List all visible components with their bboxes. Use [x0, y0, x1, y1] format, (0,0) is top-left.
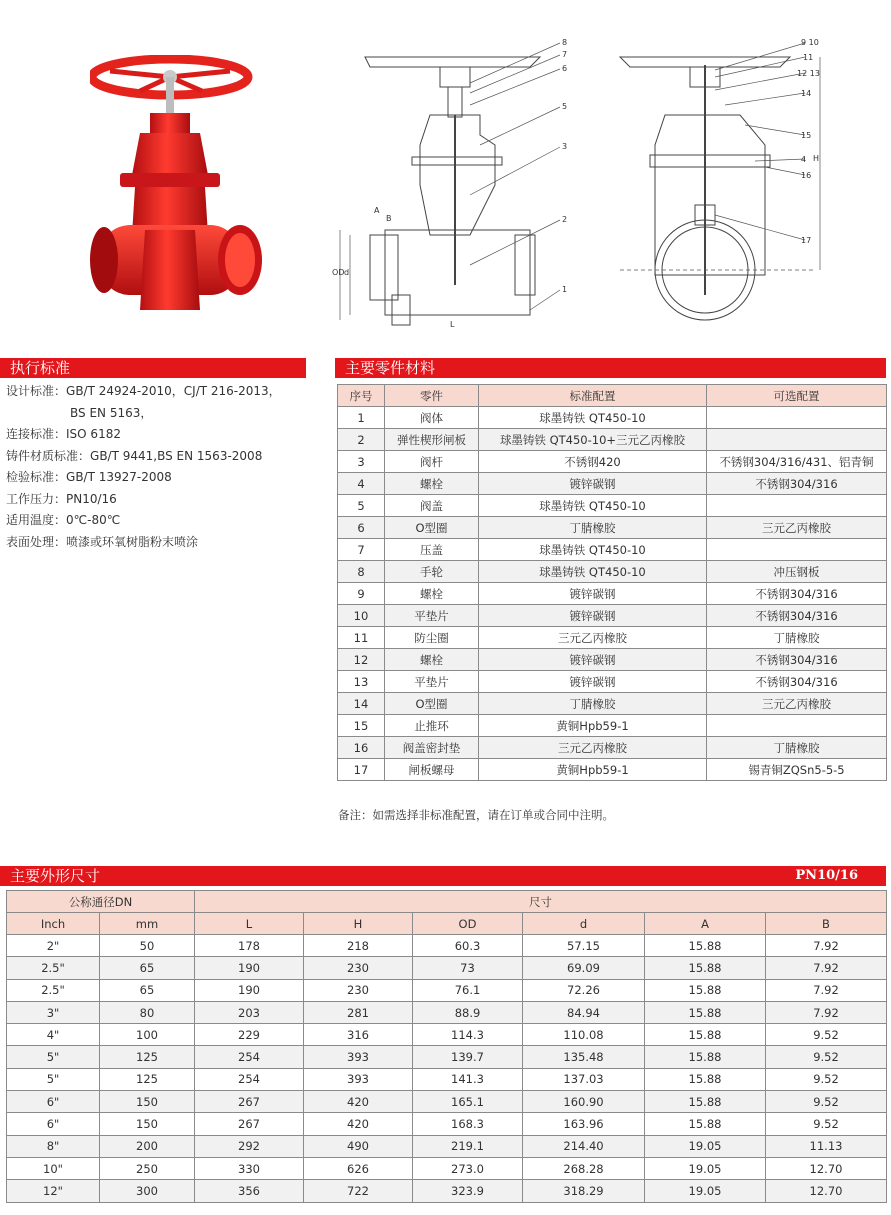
dimensions-cell: 150 — [100, 1091, 195, 1113]
materials-cell: 10 — [338, 605, 385, 627]
dimensions-cell: 9.52 — [766, 1024, 887, 1046]
materials-row — [338, 693, 887, 715]
dimensions-cell: 15.88 — [645, 1024, 766, 1046]
dimensions-cell: 15.88 — [645, 1001, 766, 1023]
dim-label: L — [450, 320, 455, 329]
dimensions-header-bar — [0, 866, 886, 886]
dimensions-row — [7, 1046, 887, 1068]
dimensions-cell: 19.05 — [645, 1157, 766, 1179]
materials-cell: 阀盖密封垫 — [385, 737, 479, 759]
valve-end-drawing — [615, 35, 825, 330]
dimensions-cell: 110.08 — [523, 1024, 645, 1046]
dimensions-cell: 7.92 — [766, 957, 887, 979]
dimensions-row — [7, 1135, 887, 1157]
part-label: 12 13 — [797, 69, 820, 78]
dimensions-cell: 219.1 — [413, 1135, 523, 1157]
standard-value: GB/T 24924-2010，CJ/T 216-2013， — [66, 384, 281, 398]
valve-photo — [90, 55, 270, 325]
materials-cell: 7 — [338, 539, 385, 561]
dimensions-cell: 84.94 — [523, 1001, 645, 1023]
materials-cell: 17 — [338, 759, 385, 781]
materials-note: 备注：如需选择非标准配置，请在订单或合同中注明。 — [338, 808, 614, 822]
materials-cell: 丁腈橡胶 — [479, 517, 707, 539]
materials-cell: 9 — [338, 583, 385, 605]
materials-row — [338, 473, 887, 495]
dimensions-cell: 168.3 — [413, 1113, 523, 1135]
materials-cell: O型圈 — [385, 693, 479, 715]
dimensions-cell: 2.5" — [7, 957, 100, 979]
dimensions-cell: 114.3 — [413, 1024, 523, 1046]
standard-label: 检验标准： — [6, 470, 67, 484]
dimensions-cell: 267 — [195, 1091, 304, 1113]
dimensions-cell: 12.70 — [766, 1180, 887, 1202]
standard-row — [6, 532, 326, 554]
materials-cell: 镀锌碳钢 — [479, 671, 707, 693]
standard-value: GB/T 13927-2008 — [66, 470, 172, 484]
part-label: 15 — [801, 131, 812, 140]
dimensions-cell: 3" — [7, 1001, 100, 1023]
part-label: 14 — [801, 89, 812, 98]
dimensions-cell: 230 — [304, 979, 413, 1001]
standard-row — [6, 510, 326, 532]
dimensions-cell: 356 — [195, 1180, 304, 1202]
materials-cell: 黄铜Hpb59-1 — [479, 759, 707, 781]
dim-label: B — [386, 214, 392, 223]
dimensions-row — [7, 957, 887, 979]
dimensions-cell: 203 — [195, 1001, 304, 1023]
materials-cell: 8 — [338, 561, 385, 583]
dimensions-cell: 10" — [7, 1157, 100, 1179]
dimensions-cell: 178 — [195, 935, 304, 957]
dimensions-row — [7, 1113, 887, 1135]
standards-header-bar — [0, 358, 306, 378]
standard-label: 工作压力： — [6, 491, 67, 506]
dimensions-cell: 150 — [100, 1113, 195, 1135]
part-label: 11 — [803, 53, 814, 62]
group-header-size: 尺寸 — [195, 891, 887, 913]
materials-cell: 丁腈橡胶 — [707, 737, 887, 759]
dimensions-cell: 160.90 — [523, 1091, 645, 1113]
dimensions-cell: 5" — [7, 1046, 100, 1068]
standard-label: 适用温度： — [6, 513, 67, 527]
dimensions-cell: 141.3 — [413, 1068, 523, 1090]
materials-cell: 3 — [338, 451, 385, 473]
materials-cell: 球墨铸铁 QT450-10 — [479, 407, 707, 429]
materials-cell: 14 — [338, 693, 385, 715]
dimensions-col-header: Inch — [7, 913, 100, 935]
materials-cell: 闸板螺母 — [385, 759, 479, 781]
materials-cell: 丁腈橡胶 — [707, 627, 887, 649]
materials-cell: 弹性楔形闸板 — [385, 429, 479, 451]
dimensions-cell: 323.9 — [413, 1180, 523, 1202]
dimensions-cell: 125 — [100, 1046, 195, 1068]
materials-cell: 2 — [338, 429, 385, 451]
dimensions-cell: 267 — [195, 1113, 304, 1135]
group-header-dn: 公称通径DN — [7, 891, 195, 913]
materials-cell: 螺栓 — [385, 649, 479, 671]
dimensions-cell: 420 — [304, 1091, 413, 1113]
dimensions-cell: 626 — [304, 1157, 413, 1179]
dimensions-cell: 330 — [195, 1157, 304, 1179]
materials-cell — [707, 715, 887, 737]
materials-cell: 16 — [338, 737, 385, 759]
materials-cell: 不锈钢420 — [479, 451, 707, 473]
materials-cell: 镀锌碳钢 — [479, 649, 707, 671]
dimensions-row — [7, 1180, 887, 1202]
valve-section-drawing — [330, 35, 585, 330]
dimensions-cell: 316 — [304, 1024, 413, 1046]
materials-cell: 11 — [338, 627, 385, 649]
dimensions-cell: 490 — [304, 1135, 413, 1157]
materials-cell — [707, 429, 887, 451]
dimensions-row — [7, 1024, 887, 1046]
part-label: 3 — [562, 142, 568, 151]
dimensions-cell: 125 — [100, 1068, 195, 1090]
dimensions-cell: 12" — [7, 1180, 100, 1202]
dimensions-cell: 5" — [7, 1068, 100, 1090]
materials-row — [338, 583, 887, 605]
dimensions-cell: 15.88 — [645, 957, 766, 979]
materials-row — [338, 649, 887, 671]
dimensions-cell: 50 — [100, 935, 195, 957]
dimensions-cell: 7.92 — [766, 1001, 887, 1023]
materials-header-bar — [335, 358, 886, 378]
standards-title: 执行标准 — [10, 359, 71, 377]
dimensions-cell: 57.15 — [523, 935, 645, 957]
materials-row — [338, 539, 887, 561]
dimensions-cell: 15.88 — [645, 1046, 766, 1068]
materials-row — [338, 407, 887, 429]
materials-row — [338, 517, 887, 539]
materials-cell: 平垫片 — [385, 605, 479, 627]
dimensions-col-header: H — [304, 913, 413, 935]
dimensions-cell: 393 — [304, 1068, 413, 1090]
materials-cell: 阀杆 — [385, 451, 479, 473]
standard-value: PN10/16 — [66, 491, 117, 506]
materials-cell: 三元乙丙橡胶 — [479, 737, 707, 759]
dimensions-cell: 9.52 — [766, 1068, 887, 1090]
materials-cell: 黄铜Hpb59-1 — [479, 715, 707, 737]
dimensions-cell: 15.88 — [645, 1113, 766, 1135]
dimensions-cell: 393 — [304, 1046, 413, 1068]
dimensions-cell: 72.26 — [523, 979, 645, 1001]
dimensions-cell: 268.28 — [523, 1157, 645, 1179]
standard-label: 连接标准： — [6, 427, 67, 441]
dimensions-cell: 165.1 — [413, 1091, 523, 1113]
standard-value: 喷漆或环氧树脂粉末喷涂 — [66, 534, 199, 549]
standard-row — [6, 403, 326, 425]
materials-cell: 5 — [338, 495, 385, 517]
materials-cell: 不锈钢304/316 — [707, 605, 887, 627]
dimensions-col-header: B — [766, 913, 887, 935]
dimensions-cell: 722 — [304, 1180, 413, 1202]
dimensions-row — [7, 979, 887, 1001]
materials-row — [338, 561, 887, 583]
materials-cell: 阀体 — [385, 407, 479, 429]
materials-cell: 螺栓 — [385, 583, 479, 605]
dimensions-cell: 76.1 — [413, 979, 523, 1001]
standard-row — [6, 446, 326, 468]
dimensions-cell: 281 — [304, 1001, 413, 1023]
dimensions-cell: 250 — [100, 1157, 195, 1179]
dimensions-cell: 300 — [100, 1180, 195, 1202]
part-label: 5 — [562, 102, 568, 111]
pressure-rating: PN10/16 — [795, 868, 858, 883]
materials-row — [338, 451, 887, 473]
materials-cell: 锡青铜ZQSn5-5-5 — [707, 759, 887, 781]
dimensions-col-header: OD — [413, 913, 523, 935]
dimensions-cell: 15.88 — [645, 1091, 766, 1113]
materials-cell: 螺栓 — [385, 473, 479, 495]
dimensions-row — [7, 935, 887, 957]
materials-row — [338, 715, 887, 737]
materials-cell: 球墨铸铁 QT450-10 — [479, 495, 707, 517]
dimensions-cell: 12.70 — [766, 1157, 887, 1179]
materials-col-header: 可选配置 — [707, 385, 887, 407]
materials-row — [338, 737, 887, 759]
dimensions-cell: 135.48 — [523, 1046, 645, 1068]
dimensions-table — [6, 890, 887, 1203]
standard-value: BS EN 5163， — [70, 405, 153, 420]
dimensions-cell: 273.0 — [413, 1157, 523, 1179]
standards-list — [6, 381, 326, 553]
dim-label: d — [344, 268, 350, 277]
standard-row — [6, 489, 326, 511]
materials-col-header: 零件 — [385, 385, 479, 407]
materials-cell: 冲压钢板 — [707, 561, 887, 583]
dimensions-title: 主要外形尺寸 — [10, 867, 101, 885]
materials-row — [338, 671, 887, 693]
materials-cell: 防尘圈 — [385, 627, 479, 649]
part-label: 9 10 — [801, 38, 819, 47]
materials-cell: 三元乙丙橡胶 — [479, 627, 707, 649]
dimensions-cell: 8" — [7, 1135, 100, 1157]
dimensions-cell: 15.88 — [645, 1068, 766, 1090]
dimensions-cell: 254 — [195, 1046, 304, 1068]
dimensions-cell: 65 — [100, 957, 195, 979]
dimensions-cell: 218 — [304, 935, 413, 957]
materials-row — [338, 495, 887, 517]
materials-cell: 不锈钢304/316 — [707, 649, 887, 671]
part-label: 1 — [562, 285, 568, 294]
dim-label: OD — [332, 268, 345, 277]
materials-cell — [707, 407, 887, 429]
materials-cell: 15 — [338, 715, 385, 737]
dimensions-cell: 200 — [100, 1135, 195, 1157]
materials-cell: 球墨铸铁 QT450-10 — [479, 539, 707, 561]
dimensions-cell: 2" — [7, 935, 100, 957]
dimensions-cell: 19.05 — [645, 1135, 766, 1157]
dimensions-col-header: L — [195, 913, 304, 935]
dimensions-cell: 19.05 — [645, 1180, 766, 1202]
dimensions-cell: 7.92 — [766, 979, 887, 1001]
materials-cell: 镀锌碳钢 — [479, 583, 707, 605]
materials-cell: 12 — [338, 649, 385, 671]
materials-col-header: 序号 — [338, 385, 385, 407]
materials-cell: 阀盖 — [385, 495, 479, 517]
standard-value: ISO 6182 — [66, 427, 121, 441]
standard-label: 表面处理： — [6, 534, 67, 549]
dimensions-cell: 190 — [195, 979, 304, 1001]
dimensions-cell: 190 — [195, 957, 304, 979]
dimensions-col-header: mm — [100, 913, 195, 935]
dimensions-cell: 65 — [100, 979, 195, 1001]
part-label: 6 — [562, 64, 568, 73]
dimensions-row — [7, 1157, 887, 1179]
part-label: 16 — [801, 171, 812, 180]
dimensions-row — [7, 1001, 887, 1023]
dimensions-cell: 4" — [7, 1024, 100, 1046]
standard-value: GB/T 9441,BS EN 1563-2008 — [90, 448, 263, 463]
dimensions-cell: 6" — [7, 1091, 100, 1113]
dimensions-cell: 88.9 — [413, 1001, 523, 1023]
part-label: 4 — [801, 155, 807, 164]
dimensions-col-header: d — [523, 913, 645, 935]
materials-cell: 6 — [338, 517, 385, 539]
dimensions-cell: 9.52 — [766, 1091, 887, 1113]
materials-cell: 13 — [338, 671, 385, 693]
standard-row — [6, 467, 326, 489]
dimensions-cell: 214.40 — [523, 1135, 645, 1157]
materials-cell: 止推环 — [385, 715, 479, 737]
dimensions-cell: 100 — [100, 1024, 195, 1046]
materials-cell: 压盖 — [385, 539, 479, 561]
materials-title: 主要零件材料 — [345, 359, 436, 377]
dimensions-cell: 80 — [100, 1001, 195, 1023]
dimensions-cell: 254 — [195, 1068, 304, 1090]
dimensions-cell: 139.7 — [413, 1046, 523, 1068]
dimensions-cell: 9.52 — [766, 1113, 887, 1135]
dimensions-cell: 15.88 — [645, 935, 766, 957]
materials-cell: 不锈钢304/316 — [707, 583, 887, 605]
standard-label: 铸件材质标准： — [6, 448, 91, 463]
dimensions-cell: 69.09 — [523, 957, 645, 979]
materials-row — [338, 759, 887, 781]
dimensions-row — [7, 1091, 887, 1113]
materials-cell: 1 — [338, 407, 385, 429]
standard-row — [6, 424, 326, 446]
materials-row — [338, 605, 887, 627]
materials-cell: 镀锌碳钢 — [479, 473, 707, 495]
dim-label: A — [374, 206, 380, 215]
materials-cell: 三元乙丙橡胶 — [707, 517, 887, 539]
materials-row — [338, 627, 887, 649]
dimensions-cell: 230 — [304, 957, 413, 979]
materials-cell: 球墨铸铁 QT450-10 — [479, 561, 707, 583]
dimensions-cell: 229 — [195, 1024, 304, 1046]
dimensions-cell: 292 — [195, 1135, 304, 1157]
dimensions-cell: 11.13 — [766, 1135, 887, 1157]
dimensions-cell: 137.03 — [523, 1068, 645, 1090]
dimensions-col-header: A — [645, 913, 766, 935]
dimensions-row — [7, 1068, 887, 1090]
materials-cell: 4 — [338, 473, 385, 495]
dimensions-cell: 15.88 — [645, 979, 766, 1001]
dimensions-cell: 420 — [304, 1113, 413, 1135]
part-label: 7 — [562, 50, 568, 59]
materials-cell: 手轮 — [385, 561, 479, 583]
standard-label: 设计标准： — [6, 384, 67, 398]
materials-cell: 镀锌碳钢 — [479, 605, 707, 627]
dimensions-cell: 163.96 — [523, 1113, 645, 1135]
dimensions-cell: 60.3 — [413, 935, 523, 957]
dimensions-cell: 318.29 — [523, 1180, 645, 1202]
materials-cell: 不锈钢304/316 — [707, 671, 887, 693]
dimensions-cell: 9.52 — [766, 1046, 887, 1068]
part-label: 8 — [562, 38, 568, 47]
standard-value: 0℃-80℃ — [66, 513, 121, 527]
materials-cell: 丁腈橡胶 — [479, 693, 707, 715]
materials-cell: 平垫片 — [385, 671, 479, 693]
materials-cell: O型圈 — [385, 517, 479, 539]
materials-col-header: 标准配置 — [479, 385, 707, 407]
part-label: 2 — [562, 215, 568, 224]
materials-cell: 不锈钢304/316 — [707, 473, 887, 495]
dim-label: H — [813, 154, 820, 163]
dimensions-cell: 73 — [413, 957, 523, 979]
standard-row — [6, 381, 326, 403]
dimensions-cell: 2.5" — [7, 979, 100, 1001]
materials-cell: 三元乙丙橡胶 — [707, 693, 887, 715]
dimensions-cell: 7.92 — [766, 935, 887, 957]
materials-cell — [707, 539, 887, 561]
materials-table — [337, 384, 887, 781]
materials-row — [338, 429, 887, 451]
part-label: 17 — [801, 236, 812, 245]
materials-cell — [707, 495, 887, 517]
materials-cell: 球墨铸铁 QT450-10+三元乙丙橡胶 — [479, 429, 707, 451]
dimensions-cell: 6" — [7, 1113, 100, 1135]
materials-cell: 不锈钢304/316/431、铝青铜 — [707, 451, 887, 473]
